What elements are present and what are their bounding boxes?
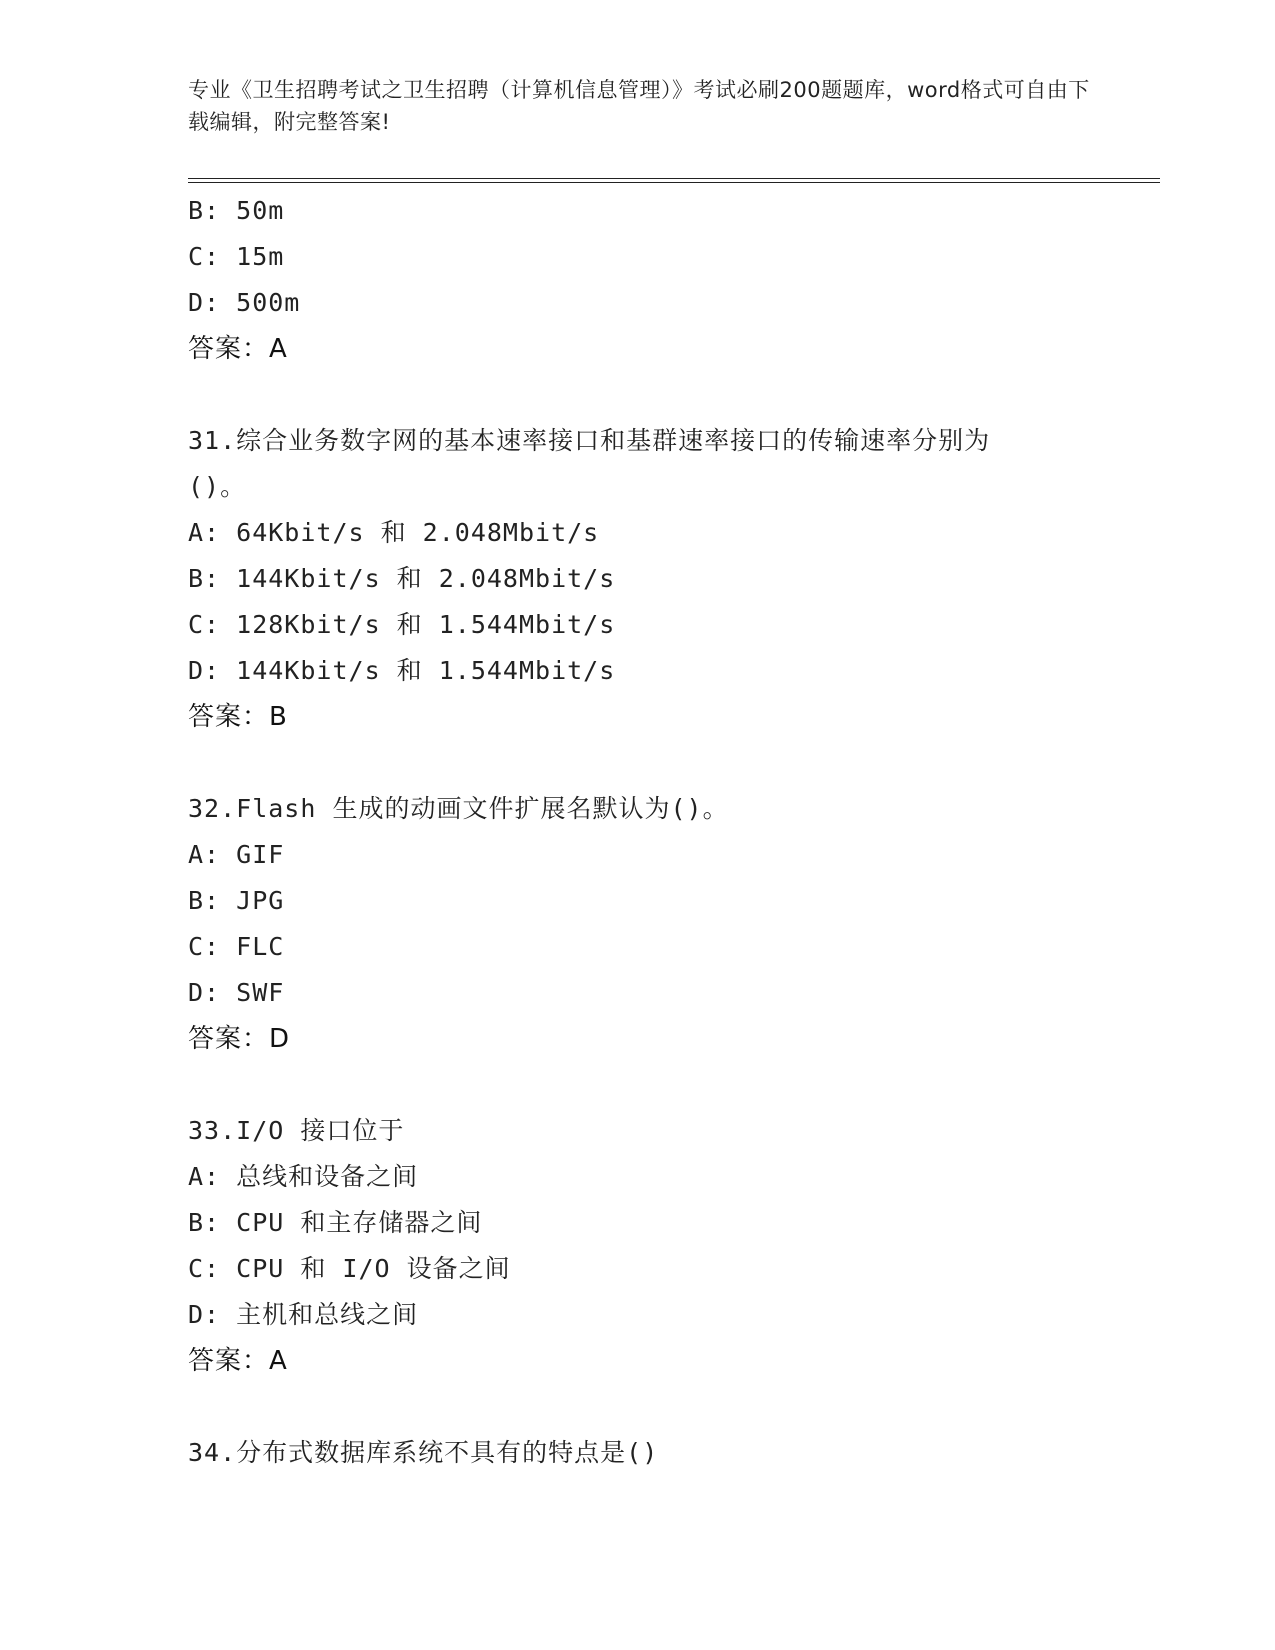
option-b: B: 50m	[188, 196, 285, 225]
option-b: B: 144Kbit/s 和 2.048Mbit/s	[188, 564, 616, 593]
option-a: A: 总线和设备之间	[188, 1162, 419, 1191]
question-stem: 33.I/O 接口位于	[188, 1116, 405, 1145]
question-stem: 34.分布式数据库系统不具有的特点是()	[188, 1438, 659, 1467]
question-stem: 31.综合业务数字网的基本速率接口和基群速率接口的传输速率分别为	[188, 426, 991, 455]
question-33	[188, 1108, 1128, 1384]
question-30-continued	[188, 188, 1128, 372]
option-c: C: 15m	[188, 242, 285, 271]
option-c: C: CPU 和 I/O 设备之间	[188, 1254, 511, 1283]
question-34	[188, 1430, 1128, 1476]
option-d: D: 主机和总线之间	[188, 1300, 419, 1329]
option-a: A: GIF	[188, 840, 285, 869]
question-stem-continued: ()。	[188, 472, 247, 501]
option-d: D: SWF	[188, 978, 285, 1007]
divider-line-top	[188, 178, 1160, 179]
option-a: A: 64Kbit/s 和 2.048Mbit/s	[188, 518, 600, 547]
question-stem: 32.Flash 生成的动画文件扩展名默认为()。	[188, 794, 729, 823]
option-b: B: JPG	[188, 886, 285, 915]
question-31	[188, 418, 1128, 740]
option-c: C: FLC	[188, 932, 285, 961]
answer-line: 答案：B	[188, 702, 288, 732]
option-c: C: 128Kbit/s 和 1.544Mbit/s	[188, 610, 616, 639]
option-b: B: CPU 和主存储器之间	[188, 1208, 483, 1237]
divider-line-bottom	[188, 182, 1160, 183]
answer-line: 答案：D	[188, 1024, 291, 1054]
document-header: 专业《卫生招聘考试之卫生招聘（计算机信息管理）》考试必刷200题题库，word格式可自由下载编辑，附完整答案!	[188, 78, 1090, 134]
header-divider	[188, 178, 1160, 184]
option-d: D: 500m	[188, 288, 301, 317]
question-32	[188, 786, 1128, 1062]
answer-line: 答案：A	[188, 334, 288, 364]
answer-line: 答案：A	[188, 1346, 288, 1376]
question-list	[188, 188, 1128, 1476]
option-d: D: 144Kbit/s 和 1.544Mbit/s	[188, 656, 616, 685]
